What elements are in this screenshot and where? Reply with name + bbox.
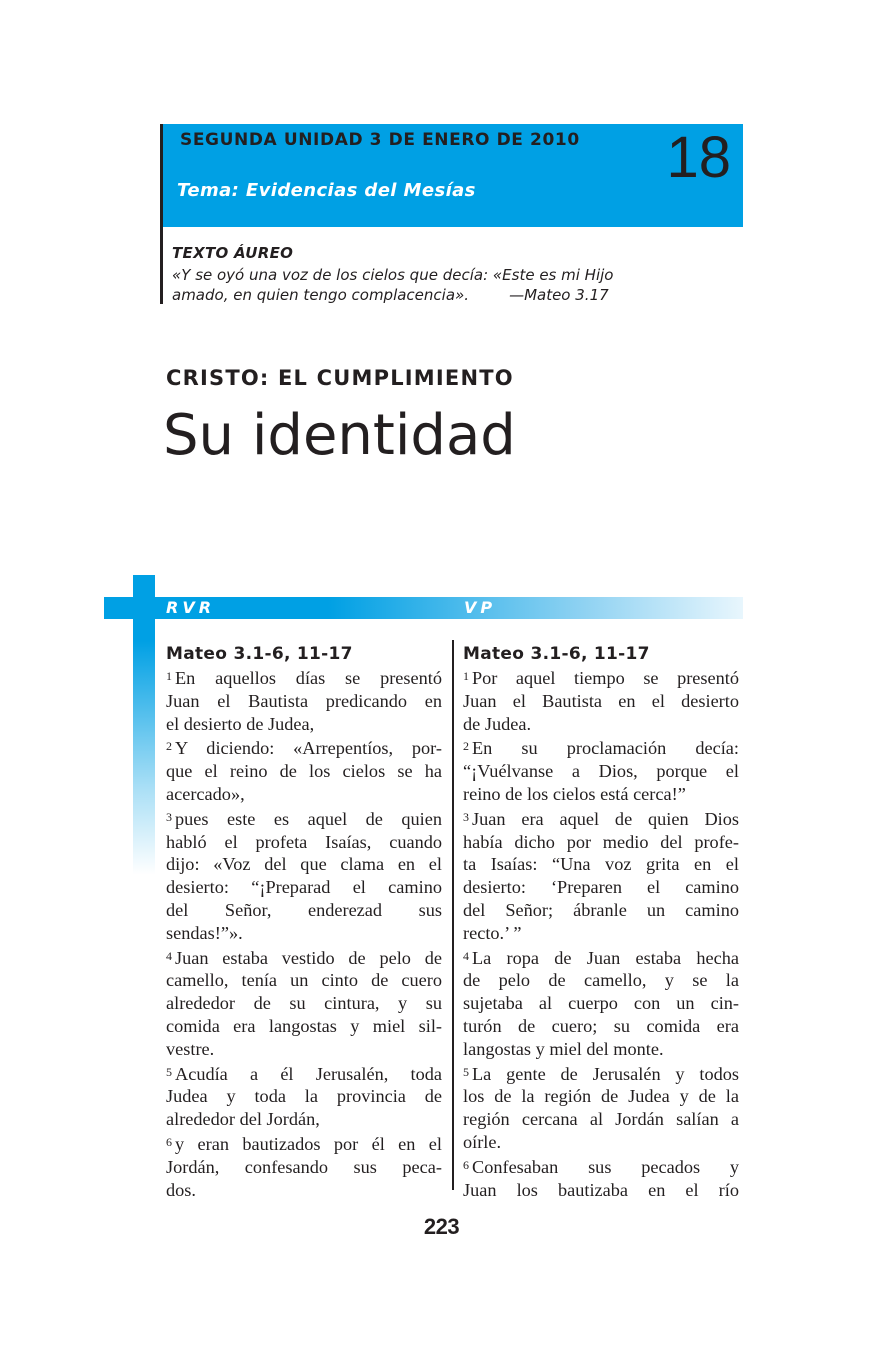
lesson-theme: Tema: Evidencias del Mesías [177, 180, 476, 201]
verse-number: 4 [166, 948, 172, 963]
verse-text: Confesaban sus pecados y [472, 1156, 739, 1177]
verse-line [166, 735, 442, 760]
verse-line [463, 1015, 739, 1038]
verse-text: había dicho por medio del profe- [463, 831, 739, 852]
verse-text: región cercana al Jordán salían a [463, 1109, 739, 1130]
verse-number: 5 [166, 1064, 172, 1079]
verse-number: 6 [463, 1157, 469, 1172]
verse-text: del Señor; ábranle un camino [463, 899, 739, 920]
verse-text: los de la región de Judea y de la [463, 1086, 739, 1107]
verse-text: “¡Vuélvanse a Dios, porque el [463, 761, 739, 782]
verse-line [463, 876, 739, 899]
verse-line [166, 876, 442, 899]
verse-text: recto.’ ” [463, 922, 522, 943]
verse-line [166, 853, 442, 876]
verse-line [463, 1085, 739, 1108]
version-label-vp: VP [464, 598, 497, 617]
verse-line [463, 853, 739, 876]
page-number: 223 [423, 1214, 460, 1239]
verse-text: Juan el Bautista predicando en [166, 690, 442, 711]
verse-number: 6 [166, 1134, 172, 1149]
verse-text: comida era langostas y miel sil- [166, 1015, 442, 1036]
golden-text-label: TEXTO ÁUREO [172, 244, 294, 262]
verse-text: que el reino de los cielos se ha [166, 761, 442, 782]
verse-text: Acudía a él Jerusalén, toda [175, 1063, 442, 1084]
verse-line [166, 1085, 442, 1108]
verse-number: 2 [463, 739, 469, 754]
verse-text: Y diciendo: «Arrepentíos, por- [175, 738, 442, 759]
verse-text: En aquellos días se presentó [175, 668, 442, 688]
column-divider [452, 640, 454, 1190]
verse-text: dijo: «Voz del que clama en el [166, 854, 442, 875]
verse-line [463, 922, 739, 945]
verse-text: reino de los cielos está cerca!” [463, 783, 686, 804]
verse-line [463, 945, 739, 970]
verse-line [463, 1131, 739, 1154]
golden-text-line-body: amado, en quien tengo complacencia». [172, 286, 470, 304]
verse-line [166, 945, 442, 970]
verse-text: oírle. [463, 1131, 502, 1152]
verse-text: acercado», [166, 783, 245, 804]
lesson-subtitle: CRISTO: EL CUMPLIMIENTO [166, 366, 514, 390]
verse-number: 3 [463, 809, 469, 824]
verse-text: Juan el Bautista en el desierto [463, 690, 739, 711]
verse-line [166, 969, 442, 992]
verse-text: de Judea. [463, 713, 532, 734]
verse-text: langostas y miel del monte. [463, 1038, 664, 1059]
verse-text: camello, tenía un cinto de cuero [166, 970, 442, 991]
verse-text: dos. [166, 1179, 196, 1200]
verse-text: Judea y toda la provincia de [166, 1086, 442, 1107]
verse-number: 1 [166, 669, 172, 683]
verse-text: En su proclamación decía: [472, 738, 739, 759]
verse-line [166, 992, 442, 1015]
verse-line [166, 1015, 442, 1038]
verse-text: habló el profeta Isaías, cuando [166, 831, 442, 852]
passage-reference: Mateo 3.1-6, 11-17 [463, 644, 650, 664]
verse-text: sujetaba al cuerpo con un cin- [463, 993, 739, 1014]
verse-number: 2 [166, 739, 172, 754]
verse-line [463, 735, 739, 760]
verse-text: del Señor, enderezad sus [166, 899, 442, 920]
verse-text: alrededor del Jordán, [166, 1109, 320, 1130]
verse-line [166, 665, 442, 690]
golden-text-line [172, 285, 667, 305]
verse-line [166, 1061, 442, 1086]
verse-line [463, 760, 739, 783]
verse-text: Juan era aquel de quien Dios [472, 808, 739, 829]
verse-text: ta Isaías: “Una voz grita en el [463, 854, 739, 875]
verse-text: alrededor de su cintura, y su [166, 993, 442, 1014]
verse-text: pues este es aquel de quien [175, 808, 442, 829]
verse-line [166, 899, 442, 922]
verse-text: desierto: “¡Preparad el camino [166, 877, 442, 898]
verse-number: 1 [463, 669, 469, 683]
verse-text: Juan los bautizaba en el río [463, 1179, 739, 1200]
golden-text-reference: —Mateo 3.17 [509, 286, 609, 304]
verse-line [166, 783, 442, 806]
cross-decoration-vertical [133, 575, 155, 875]
verse-text: el desierto de Judea, [166, 713, 315, 734]
lesson-title: Su identidad [163, 403, 516, 468]
verse-line [166, 1156, 442, 1179]
verse-line [463, 992, 739, 1015]
verse-line [166, 1108, 442, 1131]
verse-text: sendas!”». [166, 922, 243, 943]
verse-line [463, 713, 739, 736]
verse-line [166, 1131, 442, 1156]
golden-text-line: «Y se oyó una voz de los cielos que decía: «Este es mi Hijo [172, 266, 614, 284]
verse-line [166, 922, 442, 945]
verse-line [463, 1179, 739, 1202]
verse-text: La ropa de Juan estaba hecha [472, 947, 739, 968]
verse-line [166, 760, 442, 783]
verse-line [463, 899, 739, 922]
verse-number: 3 [166, 809, 172, 824]
verse-text: vestre. [166, 1038, 215, 1059]
verse-text: La gente de Jerusalén y todos [472, 1063, 739, 1084]
verse-text: desierto: ‘Preparen el camino [463, 877, 739, 898]
verse-lines [166, 665, 442, 1201]
golden-text [172, 265, 667, 305]
verse-text: Por aquel tiempo se presentó [472, 668, 739, 688]
verse-line [463, 783, 739, 806]
verse-line [463, 1108, 739, 1131]
verse-line [463, 806, 739, 831]
rvr-column [166, 643, 442, 1201]
verse-line [166, 690, 442, 713]
unit-date-line: SEGUNDA UNIDAD 3 DE ENERO DE 2010 [180, 130, 580, 150]
version-label-rvr: RVR [166, 598, 216, 617]
verse-line [166, 713, 442, 736]
verse-line [463, 665, 739, 690]
verse-line [463, 969, 739, 992]
verse-line [463, 1154, 739, 1179]
verse-line [463, 690, 739, 713]
lesson-number: 18 [666, 125, 731, 190]
verse-text: Juan estaba vestido de pelo de [175, 947, 442, 968]
verse-line [463, 1038, 739, 1061]
vp-column [463, 643, 739, 1201]
verse-line [166, 1179, 442, 1202]
verse-lines [463, 665, 739, 1201]
verse-line [463, 831, 739, 854]
verse-number: 4 [463, 948, 469, 963]
verse-text: turón de cuero; su comida era [463, 1015, 739, 1036]
verse-line [463, 1061, 739, 1086]
verse-line [166, 806, 442, 831]
passage-reference: Mateo 3.1-6, 11-17 [166, 644, 353, 664]
verse-text: Jordán, confesando sus peca- [166, 1156, 442, 1177]
verse-text: y eran bautizados por él en el [175, 1133, 442, 1154]
verse-line [166, 1038, 442, 1061]
verse-line [166, 831, 442, 854]
verse-text: de pelo de camello, y se la [463, 970, 739, 991]
verse-number: 5 [463, 1064, 469, 1079]
